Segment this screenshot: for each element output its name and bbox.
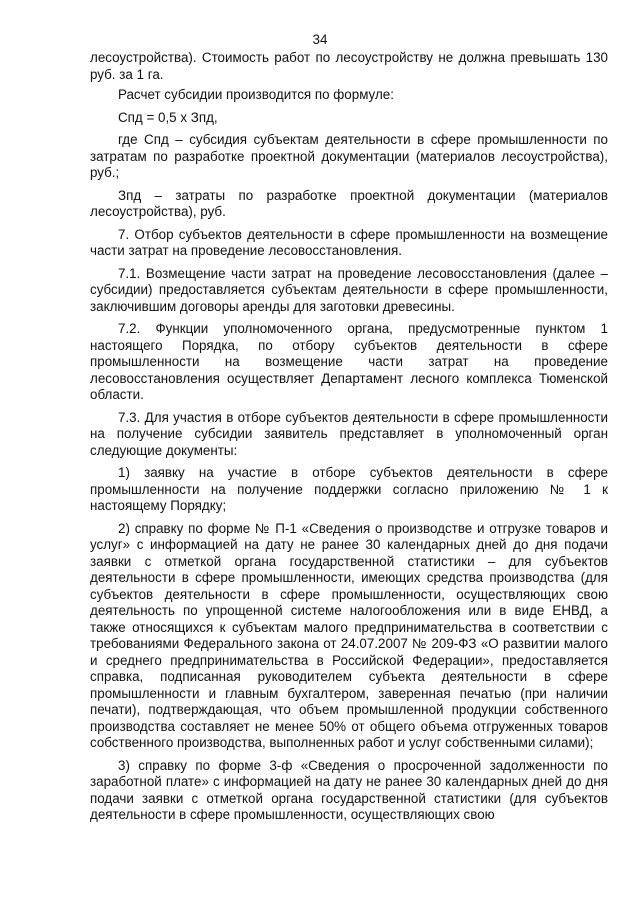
paragraph-formula: Спд = 0,5 х Зпд, [118,109,218,125]
paragraph-formula-intro: Расчет субсидии производится по формуле: [118,87,394,102]
paragraph-continuation: лесоустройства). Стоимость работ по лесоустройству не должна превышать 130 руб. за 1 га. [90,50,608,82]
page-number: 34 [312,32,328,47]
paragraph-definition-zpd: Зпд – затраты по разработке проектной документации (материалов лесоустройства), руб. [90,187,608,219]
clause-7-3: 7.3. Для участия в отборе субъектов деятельности в сфере промышленности на получение субсидии заявитель представляет в уполномоченный орган следующие документы: [90,409,608,458]
list-item-2: 2) справку по форме № П-1 «Сведения о производстве и отгрузке товаров и услуг» с информацией на дату не ранее 30 календарных дней до дня подачи заявки с отметкой органа государственной статистики – для субъектов деятельности в сфере промышленности, имеющих средства производства (для субъектов деятельности в сфере промышленности, осуществляющих свою деятельность по упрощенной системе налогообложения или в виде ЕНВД, а также относящихся к субъектам малого предпринимательства в соответствии с требованиями Федерального закона от 24.07.2007 № 209-ФЗ «О развитии малого и среднего предпринимательства в Российской Федерации», предоставляется справка, подписанная руководителем субъекта деятельности в сфере промышленности и главным бухгалтером, заверенная печатью (при наличии печати), подтверждающая, что объем промышленной продукции собственного производства составляет не менее 50% от общего объема отгруженных товаров собственного производства, выполненных работ и услуг собственными силами); [90,520,608,750]
clause-7-2: 7.2. Функции уполномоченного органа, предусмотренные пунктом 1 настоящего Порядка, по отбору субъектов деятельности в сфере промышленности на возмещение части затрат на проведение лесовосстановления осуществляет Департамент лесного комплекса Тюменской области. [90,321,608,402]
document-body [90,50,608,830]
paragraph-definition-spd: где Спд – субсидия субъектам деятельности в сфере промышленности по затратам по разработке проектной документации (материалов лесоустройства), руб.; [90,132,608,180]
list-item-1: 1) заявку на участие в отборе субъектов деятельности в сфере промышленности на получение поддержки согласно приложению № 1 к настоящему Порядку; [90,465,608,513]
section-7-heading: 7. Отбор субъектов деятельности в сфере промышленности на возмещение части затрат на проведение лесовосстановления. [90,226,608,258]
clause-7-1: 7.1. Возмещение части затрат на проведение лесовосстановления (далее – субсидии) предоставляется субъектам деятельности в сфере промышленности, заключившим договоры аренды для заготовки древесины. [90,265,608,314]
list-item-3: 3) справку по форме 3-ф «Сведения о просроченной задолженности по заработной плате» с информацией на дату не ранее 30 календарных дней до дня подачи заявки с отметкой органа государственной статистики (для субъектов деятельности в сфере промышленности, осуществляющих свою [90,757,608,822]
